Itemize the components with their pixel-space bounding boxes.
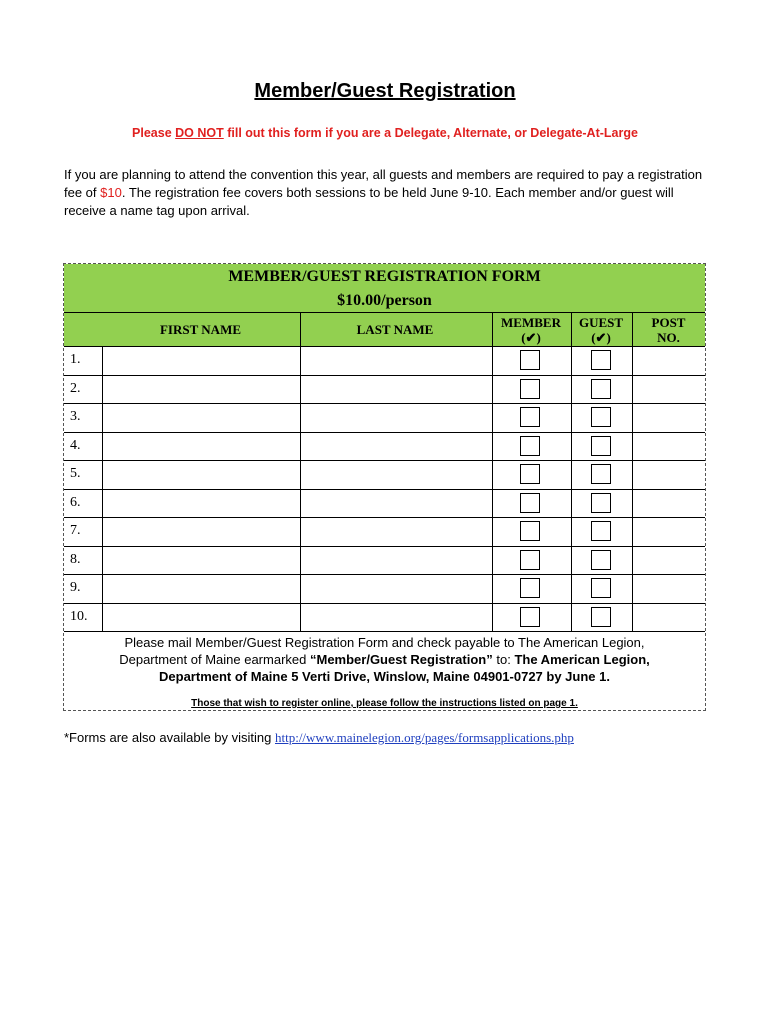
first-name-field[interactable]	[103, 460, 299, 489]
registration-form	[63, 263, 706, 711]
mail-recipient: The American Legion,	[514, 652, 650, 667]
first-name-field[interactable]	[103, 375, 299, 404]
guest-checkbox[interactable]	[591, 493, 611, 513]
last-name-field[interactable]	[301, 517, 491, 546]
warning-prefix: Please	[132, 126, 176, 140]
row-number: 8.	[70, 551, 81, 567]
row-number: 5.	[70, 466, 81, 481]
guest-checkbox[interactable]	[591, 550, 611, 570]
column-divider	[571, 346, 572, 631]
mail-line-2a: Department of Maine earmarked	[119, 652, 310, 667]
post-header-no: NO.	[657, 330, 680, 345]
guest-checkbox[interactable]	[591, 578, 611, 598]
first-name-field[interactable]	[103, 403, 299, 432]
last-name-field[interactable]	[301, 375, 491, 404]
member-header	[492, 315, 570, 345]
warning-suffix: fill out this form if you are a Delegate, Alternate, or Delegate-At-Large	[223, 126, 638, 140]
header-column-divider	[632, 312, 633, 346]
member-header-label: MEMBER	[501, 315, 561, 330]
post-number-field[interactable]	[633, 489, 704, 518]
post-number-field[interactable]	[633, 460, 704, 489]
intro-part1: If you are planning to attend the convention this year, all guests and members are required to pay a registration fee of	[64, 167, 703, 200]
member-checkbox[interactable]	[520, 379, 540, 399]
guest-checkbox[interactable]	[591, 350, 611, 370]
row-number: 2.	[70, 380, 81, 396]
guest-header-mark: (✔)	[591, 330, 611, 345]
last-name-field[interactable]	[301, 403, 491, 432]
first-name-field[interactable]	[103, 517, 299, 546]
first-name-field[interactable]	[103, 432, 299, 461]
last-name-field[interactable]	[301, 489, 491, 518]
row-number: 4.	[70, 437, 81, 453]
last-name-field[interactable]	[301, 546, 491, 575]
first-name-field[interactable]	[103, 346, 299, 375]
header-column-divider	[492, 312, 493, 346]
row-number: 6.	[70, 494, 81, 510]
mail-line-2c: to:	[492, 652, 515, 667]
guest-header	[571, 315, 631, 345]
member-checkbox[interactable]	[520, 550, 540, 570]
last-name-field[interactable]	[301, 574, 491, 603]
member-checkbox[interactable]	[520, 578, 540, 598]
row-number: 9.	[70, 580, 81, 595]
guest-checkbox[interactable]	[591, 407, 611, 427]
intro-part2: . The registration fee covers both sessions to be held June 9-10. Each member and/or guest will receive a name tag upon arrival.	[64, 185, 674, 218]
last-name-field[interactable]	[301, 603, 491, 632]
guest-header-label: GUEST	[578, 315, 624, 330]
last-name-field[interactable]	[301, 346, 491, 375]
row-divider	[64, 631, 705, 632]
guest-checkbox[interactable]	[591, 521, 611, 541]
mail-earmark: “Member/Guest Registration”	[309, 652, 493, 667]
row-number: 10.	[70, 608, 88, 624]
member-checkbox[interactable]	[520, 521, 540, 541]
row-number: 1.	[70, 352, 81, 367]
member-checkbox[interactable]	[520, 436, 540, 456]
post-number-field[interactable]	[633, 574, 704, 603]
registration-fee: $10	[100, 185, 122, 200]
header-column-divider	[571, 312, 572, 346]
footer-text: *Forms are also available by visiting	[64, 730, 275, 745]
intro-paragraph	[64, 166, 714, 220]
member-checkbox[interactable]	[520, 493, 540, 513]
post-number-field[interactable]	[633, 375, 704, 404]
warning-emphasis: DO NOT	[175, 126, 224, 140]
mail-line-2	[64, 651, 705, 668]
guest-checkbox[interactable]	[591, 464, 611, 484]
row-number: 7.	[70, 523, 81, 538]
guest-checkbox[interactable]	[591, 436, 611, 456]
page-title: Member/Guest Registration	[254, 80, 516, 102]
post-number-field[interactable]	[633, 603, 704, 632]
post-header	[632, 315, 705, 345]
first-name-field[interactable]	[103, 603, 299, 632]
footer-note	[64, 730, 724, 746]
guest-checkbox[interactable]	[591, 379, 611, 399]
first-name-field[interactable]	[103, 546, 299, 575]
post-number-field[interactable]	[633, 432, 704, 461]
online-registration-note: Those that wish to register online, please follow the instructions listed on page 1.	[191, 698, 578, 709]
delegate-warning	[0, 126, 770, 140]
first-name-header: FIRST NAME	[159, 322, 242, 337]
post-header-label: POST	[651, 315, 686, 330]
post-number-field[interactable]	[633, 403, 704, 432]
post-number-field[interactable]	[633, 346, 704, 375]
member-checkbox[interactable]	[520, 407, 540, 427]
last-name-header: LAST NAME	[356, 322, 434, 337]
column-divider	[492, 346, 493, 631]
guest-checkbox[interactable]	[591, 607, 611, 627]
post-number-field[interactable]	[633, 546, 704, 575]
first-name-field[interactable]	[103, 574, 299, 603]
member-checkbox[interactable]	[520, 607, 540, 627]
last-name-field[interactable]	[301, 460, 491, 489]
first-name-field[interactable]	[103, 489, 299, 518]
mail-line-3	[64, 668, 705, 685]
member-checkbox[interactable]	[520, 464, 540, 484]
mailing-instructions	[64, 634, 705, 685]
form-title: MEMBER/GUEST REGISTRATION FORM	[228, 268, 541, 285]
member-header-mark: (✔)	[521, 330, 541, 345]
header-column-divider	[300, 312, 301, 346]
post-number-field[interactable]	[633, 517, 704, 546]
last-name-field[interactable]	[301, 432, 491, 461]
mail-line-1: Please mail Member/Guest Registration Form and check payable to The American Legion,	[124, 635, 645, 650]
mail-address: Department of Maine 5 Verti Drive, Winslow, Maine 04901-0727 by June 1.	[159, 669, 610, 684]
header-divider	[64, 312, 705, 313]
form-price: $10.00/person	[337, 292, 432, 309]
row-number: 3.	[70, 409, 81, 424]
member-checkbox[interactable]	[520, 350, 540, 370]
forms-link[interactable]: http://www.mainelegion.org/pages/formsapplications.php	[274, 730, 574, 745]
